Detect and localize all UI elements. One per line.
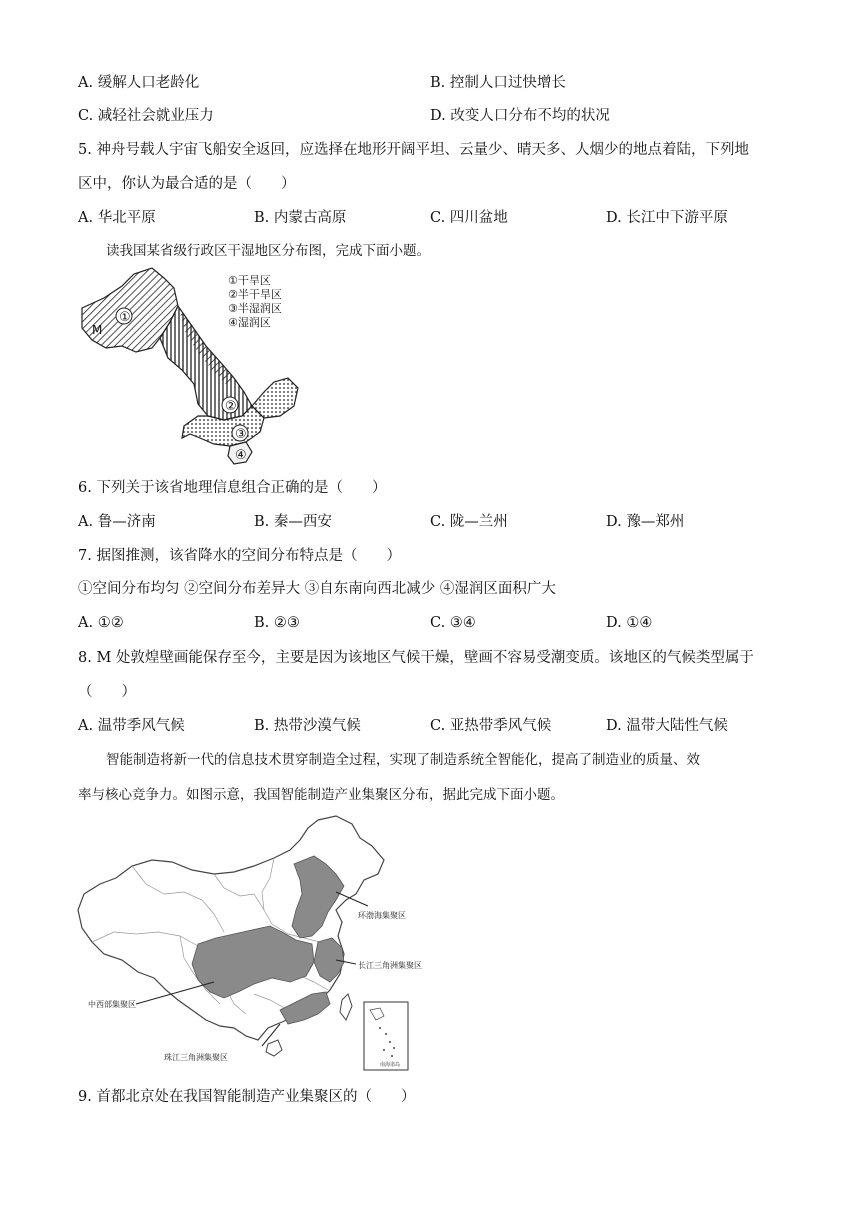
q5-option-d: D. 长江中下游平原 — [606, 210, 728, 226]
q6-option-b: B. 秦—西安 — [254, 514, 332, 530]
semi-humid-east-region — [252, 378, 298, 418]
china-cluster-map — [74, 814, 444, 1076]
province-dry-wet-map — [74, 266, 314, 474]
q4-option-a: A. 缓解人口老龄化 — [78, 75, 200, 91]
q7-option-b: B. ②③ — [254, 615, 300, 631]
map1-label-1: ① — [119, 310, 131, 325]
intro-manufacturing-line2: 率与核心竞争力。如图示意，我国智能制造产业集聚区分布，据此完成下面小题。 — [78, 787, 564, 803]
q7-option-d: D. ①④ — [606, 615, 653, 631]
label-pearl: 珠江三角洲集聚区 — [164, 1053, 228, 1062]
map1-label-4: ④ — [235, 448, 247, 463]
q4-option-d: D. 改变人口分布不均的状况 — [430, 108, 610, 124]
q5-option-b: B. 内蒙古高原 — [254, 210, 347, 226]
south-china-sea-inset — [364, 1002, 408, 1070]
q4-option-b: B. 控制人口过快增长 — [430, 75, 566, 91]
q9-stem: 9. 首都北京处在我国智能制造产业集聚区的（ ） — [78, 1089, 416, 1105]
label-yangtze: 长江三角洲集聚区 — [358, 961, 422, 970]
q6-option-a: A. 鲁—济南 — [78, 514, 156, 530]
label-central-west: 中西部集聚区 — [88, 1000, 136, 1009]
q7-items: ①空间分布均匀 ②空间分布差异大 ③自东南向西北减少 ④湿润区面积广大 — [78, 581, 556, 597]
q5-option-c: C. 四川盆地 — [430, 210, 508, 226]
map1-legend-1: ①干旱区 — [228, 274, 271, 287]
q7-option-a: A. ①② — [78, 615, 124, 631]
q8-option-d: D. 温带大陆性气候 — [606, 718, 728, 734]
q8-stem-line2: （ ） — [78, 684, 136, 700]
q8-option-b: B. 热带沙漠气候 — [254, 718, 361, 734]
map1-legend-2: ②半干旱区 — [228, 288, 282, 301]
q8-stem-line1: 8. M 处敦煌壁画能保存至今，主要是因为该地区气候干燥，壁画不容易受潮变质。该地区的气候类型属于 — [78, 650, 754, 666]
q4-option-c: C. 减轻社会就业压力 — [78, 108, 214, 124]
q7-option-c: C. ③④ — [430, 615, 476, 631]
q6-stem: 6. 下列关于该省地理信息组合正确的是（ ） — [78, 480, 387, 496]
q8-option-c: C. 亚热带季风气候 — [430, 718, 552, 734]
intro-manufacturing-line1: 智能制造将新一代的信息技术贯穿制造全过程，实现了制造系统全智能化，提高了制造业的质量、效 — [106, 752, 700, 768]
map1-label-3: ③ — [235, 427, 247, 442]
q6-option-c: C. 陇—兰州 — [430, 514, 508, 530]
label-bohai: 环渤海集聚区 — [358, 911, 406, 920]
map1-label-2: ② — [225, 399, 237, 414]
map1-label-m: M — [92, 323, 103, 337]
q5-option-a: A. 华北平原 — [78, 210, 156, 226]
map1-legend-3: ③半湿润区 — [228, 302, 282, 315]
taiwan-island — [340, 994, 352, 1020]
q8-option-a: A. 温带季风气候 — [78, 718, 185, 734]
q7-stem: 7. 据图推测，该省降水的空间分布特点是（ ） — [78, 548, 401, 564]
q5-stem-line1: 5. 神舟号载人宇宙飞船安全返回，应选择在地形开阔平坦、云量少、晴天多、人烟少的地点着陆，下列地 — [78, 142, 749, 158]
hainan-island — [266, 1040, 282, 1056]
map1-legend-4: ④湿润区 — [228, 316, 271, 329]
inset-label: 南海诸岛 — [380, 1062, 401, 1068]
q5-stem-line2: 区中，你认为最合适的是（ ） — [78, 176, 296, 192]
intro-province-map: 读我国某省级行政区干湿地区分布图，完成下面小题。 — [106, 243, 430, 259]
q6-option-d: D. 豫—郑州 — [606, 514, 685, 530]
